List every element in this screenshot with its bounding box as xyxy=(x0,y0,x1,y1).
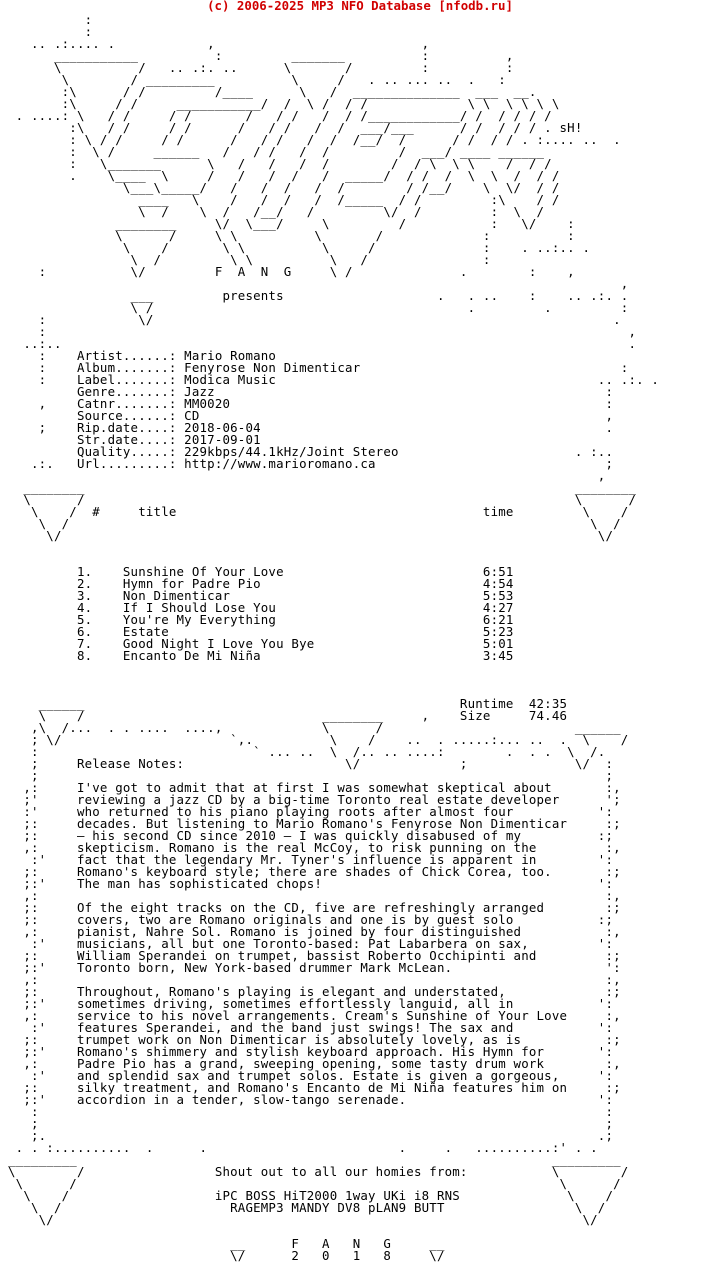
nfo-text: : : .. .:.... . , , ___________ : _______ : , \ / .. .:. .. \ / : : \ / _________ \ / . .. ... .. . : :\ / / /____ \ / ______________ ___ __. :\ / / ___________/ / \ / / / \ \ \ \ \ \ . ....: \ / / / / / / / / / /____________/ / / / / / :\ / / / / / / / / / ___/___ / / / / / . sH! : \ / / / / / / / / / /__/ / / / / / . :.... .. . : \ / ______ / / / / / / ___/ ____ ______ : \_______ \ / / / / / / \ \ \ / / / . \____ \ / / / / / _____/ / / / \ \ / / / \___\_____/ / / / / / / /__/ \ \/ / / ____ \ / / / / /_____ / / :\ / / \ / \ / /__/ / \/ / : \ / ________ \/ \___/ \ / : \/ : \ / \ \ \ / : : \ / \ \ \ / : . ..:.. . \ / \ \ \ / : : \/ F A N G \ / . : , , ___ presents . . .. : .. .:. . \ / . . : : \/ . : , ..:.. . : Artist......: Mario Romano : Album.......: Fenyrose Non Dimenticar : : Label.......: Modica Music .. .:. . Genre.......: Jazz : , Catnr.......: MM0020 : Source......: CD , ; Rip.date....: 2018-06-04 . Str.date....: 2017-09-01 Quality.....: 229kbps/44.1kHz/Joint Stereo . :.. .:. Url.........: http://www.marioromano.ca ; , ________ ________ \ / \ / \ / # title time \ / \ / \ / \/ \/ 1. Sunshine Of Your Love 6:51 2. Hymn for Padre Pio 4:54 3. Non Dimenticar 5:53 4. If I Should Lose You 4:27 5. You're My Everything 6:21 6. Estate 5:23 7. Good Night I Love You Bye 5:01 8. Encanto De Mi Niña 3:45 ______ Runtime 42:35 \ / ________ , Size 74.46 ,\ /... . . .... ...., \ / ______ ; \/ `,. \ / .. . .....:... .. . \ / : ` ... .. \ /.. .. ....: . . . \ /. ; Release Notes: \/ ; \/ : ; ; ,: I've got to admit that at first I was somewhat skeptical about :, ;' reviewing a jazz CD by a big-time Toronto real estate developer '; :' who returned to his piano playing roots after almost four ': ;: decades. But listening to Mario Romano's Fenyrose Non Dimenticar :; ;: – his second CD since 2010 – I was quickly disabused of my :; ,: skepticism. Romano is the real McCoy, to risk punning on the :, :' fact that the legendary Mr. Tyner's influence is apparent in ': ;: Romano's keyboard style; there are shades of Chick Corea, too. :; ;:' The man has sophisticated chops! ': ,: :, ;: Of the eight tracks on the CD, five are refreshingly arranged :; ;: covers, two are Romano originals and one is by guest solo :; ,: pianist, Nahre Sol. Romano is joined by four distinguished :, :' musicians, all but one Toronto-based: Pat Labarbera on sax, ': ;: William Sperandei on trumpet, bassist Roberto Occhipinti and :; ;:' Toronto born, New York-based drummer Mark McLean. ': ,: :, ;: Throughout, Romano's playing is elegant and understated, :; ;:' sometimes driving, sometimes effortlessly languid, all in ': ,: service to his novel arrangements. Cream's Sunshine of Your Love :, :' features Sperandei, and the band just swings! The sax and ': ;: trumpet work on Non Dimenticar is absolutely lovely, as is :; ;:' Romano's shimmery and stylish keyboard approach. His Hymn for ': ,: Padre Pio has a grand, sweeping opening, some tasty drum work :, :' and splendid sax and trumpet solos. Estate is given a gorgeous, ': ;: silky treatment, and Romano's Encanto de Mi Niña features him on :; ;:' accordion in a tender, slow-tango serenade. ': : : ; ; ;. .; . . :.......... . . . . ..........:' . . _________ _________ \ / Shout out to all our homies from: \ / \ / \ / \ / iPC BOSS HiT2000 1way UKi i8 RNS \ / \ / RAGEMP3 MANDY DV8 pLAN9 BUTT \ / \/ \/ __ F A N G __ \/ 2 0 1 8 \/ xyxy=(8,12,660,1263)
source-header[interactable]: (c) 2006-2025 MP3 NFO Database [nfodb.ru] xyxy=(207,0,513,13)
